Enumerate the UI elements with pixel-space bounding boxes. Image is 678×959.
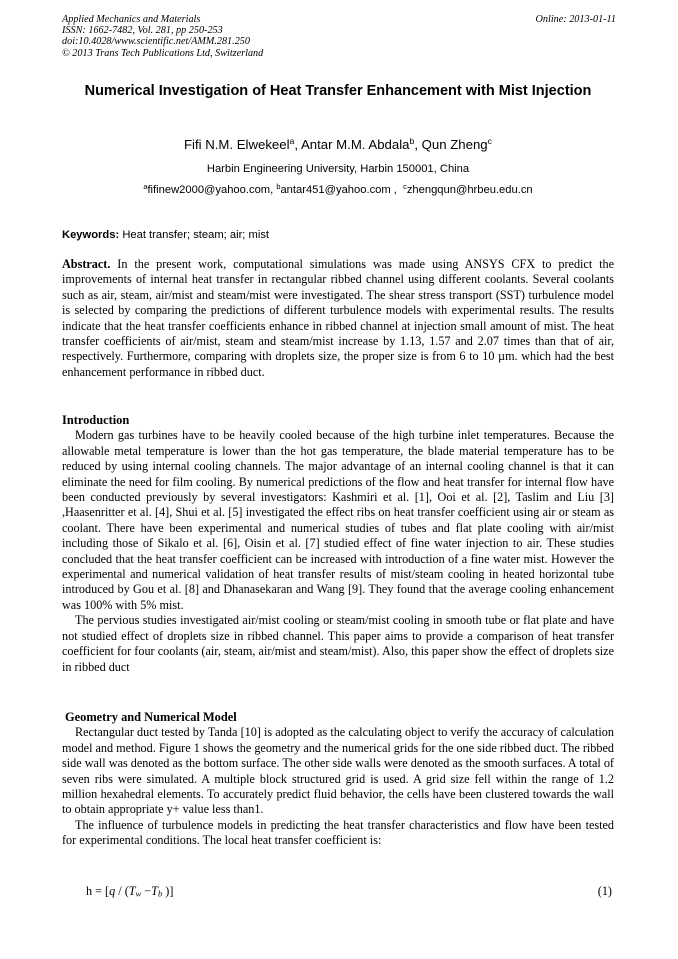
journal-header: [62, 14, 263, 59]
introduction-heading: Introduction: [62, 413, 130, 427]
paragraph: Rectangular duct tested by Tanda [10] is adopted as the calculating object to verify the accuracy of calculation model and method. Figure 1 shows the geometry and the numerical grids for the one side ribbed duct. The ribbed side wall was denoted as the bottom surface. The other side walls were denoted as the smooth surfaces. A total of seven ribs were simulated. A multiple block structured grid is used. A grid size fell within the range of 1.2 million hexahedral elements. To accurately predict fluid behavior, the cells have been clustered towards the wall to obtain appropriate y+ value less than1.: [62, 725, 614, 817]
journal-name: Applied Mechanics and Materials: [62, 14, 201, 25]
doi-line: doi:10.4028/www.scientific.net/AMM.281.250: [62, 36, 250, 48]
geometry-heading: Geometry and Numerical Model: [65, 710, 237, 724]
equation-q: q: [109, 884, 116, 898]
equation-T: T: [128, 884, 136, 898]
author-name: Fifi N.M. Elwekeel: [184, 137, 290, 152]
copyright-line: © 2013 Trans Tech Publications Ltd, Switzerland: [62, 47, 264, 59]
affiliation: Harbin Engineering University, Harbin 150001, China: [206, 163, 470, 175]
equation-number: (1): [597, 884, 612, 898]
paragraph: The pervious studies investigated air/mist cooling or steam/mist cooling in smooth tube or flat plate and have not studied effect of droplets size in ribbed channel. This paper aims to provide a comparison of heat transfer coefficient for four coolants (air, steam, air/mist and steam/mist). Also, this paper show the effect of droplets size in ribbed duct: [62, 613, 614, 674]
email-address: antar451@yahoo.com: [280, 184, 391, 196]
author-list: Fifi N.M. Elwekeel$^a$, Antar M.M. Abdala$^b$, Qun Zheng$^c$: [184, 136, 492, 152]
abstract-label: Abstract.: [62, 257, 111, 271]
equation-op: −: [141, 884, 152, 898]
paper-title: Numerical Investigation of Heat Transfer Enhancement with Mist Injection: [84, 83, 592, 99]
equation-1: [86, 884, 612, 899]
equation-sub-w: w: [135, 888, 142, 899]
online-date: Online: 2013-01-11: [535, 14, 616, 25]
issn-line: ISSN: 1662-7482, Vol. 281, pp 250-253: [62, 25, 223, 37]
abstract: [62, 257, 614, 380]
author-sup: b: [409, 136, 415, 147]
equation-lhs: h = [: [86, 884, 110, 898]
email-address: zhengqun@hrbeu.edu.cn: [406, 184, 533, 196]
introduction-section: [62, 413, 614, 675]
author-sup: a: [289, 136, 295, 147]
keywords: [62, 229, 614, 241]
keywords-text: Heat transfer; steam; air; mist: [122, 229, 270, 241]
equation-op: / (: [115, 884, 129, 898]
email-sup: a: [143, 181, 148, 191]
equation-sub-b: b: [157, 888, 163, 899]
paragraph: Modern gas turbines have to be heavily cooled because of the high turbine inlet temperatures. Because the allowable metal temperature is lower than the hot gas temperature, the blade material temperature has to be reduced by using internal cooling channels. The major advantage of an internal cooling channel is that it can eliminate the need for film cooling. By numerical predictions of the flow and heat transfer for internal flow have been conducted previously by several investigators: Kashmiri et al. [1], Ooi et al. [2], Taslim and Liu [3] ,Haasenritter et al. [4], Shui et al. [5] investigated the effect ribs on heat transfer coefficient using air or steam as coolant. There have been experimental and numerical studies of tubes and flat plate cooling with air/mist including those of Sikalo et al. [6], Oisin et al. [7] studied effect of fine water injection to air. These studies concluded that the heat transfer coefficient can be increased with introduction of a fine water mist. However the experimental and numerical validation of heat transfer results of mist/steam cooling in heated horizontal tube introduced by Gou et al. [8] and Dhanasekaran and Wang [9]. They found that the average cooling enhancement was 100% with 5% mist.: [62, 428, 614, 612]
keywords-label: Keywords:: [62, 229, 120, 241]
author-name: Qun Zheng: [421, 137, 488, 152]
author-sup: c: [487, 136, 492, 147]
email-sup: b: [276, 181, 281, 191]
email-list: $^a$fifinew2000@yahoo.com, $^b$antar451@yahoo.com , $^c$zhengqun@hrbeu.edu.cn: [143, 181, 533, 196]
abstract-text: In the present work, computational simulations was made using ANSYS CFX to predict the improvements of internal heat transfer in rectangular ribbed channel using different coolants. Several coolants such as air, steam, air/mist and steam/mist were investigated. The shear stress transport (SST) turbulence model is selected by comparing the predictions of different turbulence models with experimental results. The results indicate that the heat transfer coefficients enhance in ribbed channel at injection small amount of mist. The heat transfer coefficients of air/mist, steam and steam/mist increase by 1.13, 1.57 and 2.07 times than that of air, respectively. Furthermore, comparing with droplets size, the proper size is from 6 to 10 µm. which had the best enhancement performance in ribbed duct.: [62, 257, 614, 379]
email-sup: c: [403, 181, 407, 191]
paragraph: The influence of turbulence models in predicting the heat transfer characteristics and flow have been tested for experimental conditions. The local heat transfer coefficient is:: [62, 817, 614, 848]
equation-op: )]: [162, 884, 174, 898]
geometry-section: [62, 710, 614, 849]
author-name: Antar M.M. Abdala: [300, 137, 410, 152]
equation-T: T: [151, 884, 158, 898]
email-address: fifinew2000@yahoo.com: [147, 184, 271, 196]
